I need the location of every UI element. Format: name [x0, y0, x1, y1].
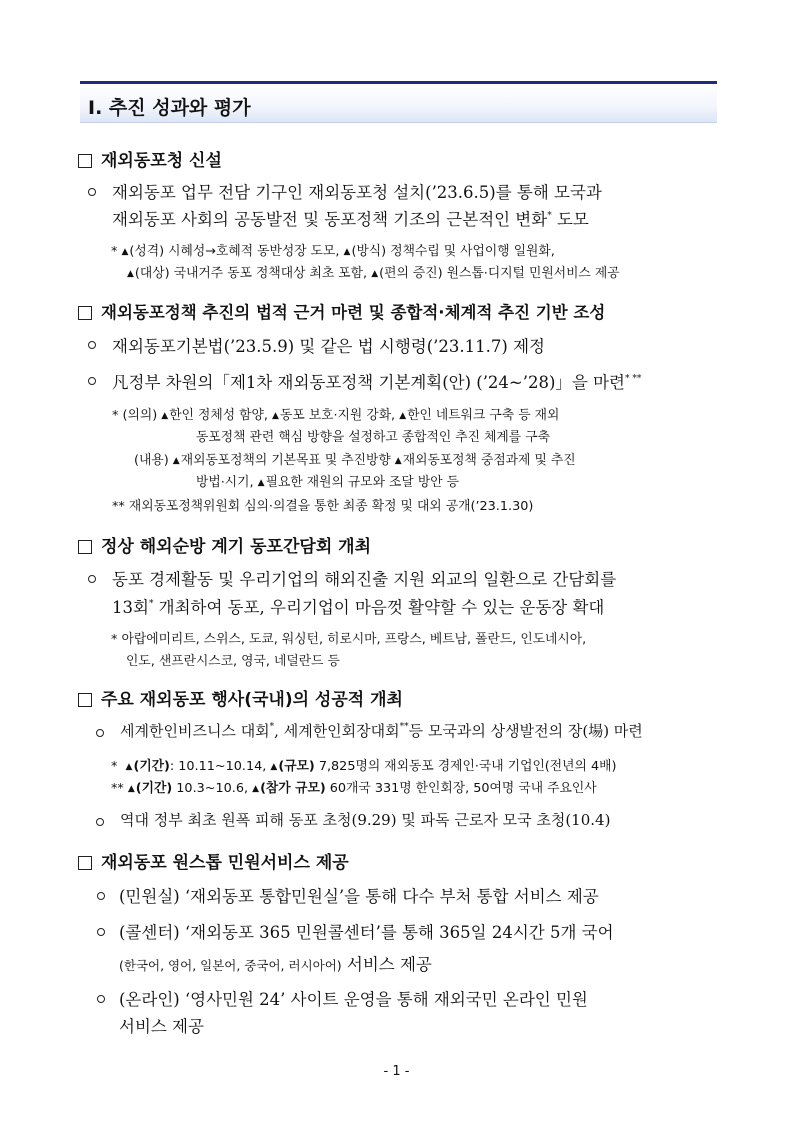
section-heading-2: 재외동포정책 추진의 법적 근거 마련 및 종합적·체계적 추진 기반 조성: [78, 299, 605, 323]
bullet-circle-icon: [97, 892, 105, 900]
chapter-header: [80, 81, 717, 123]
triangle-bullet-icon: ▲: [252, 784, 260, 794]
s2-note-1-line-1: * (의의) ▲한인 정체성 함양, ▲동포 보호·지원 강화, ▲한인 네트워크 구축 등 재외: [112, 408, 560, 423]
s1-note-line-2: ▲(대상) 국내거주 동포 정책대상 최초 포함, ▲(편의 증진) 원스톱·디지털 민원서비스 제공: [127, 266, 620, 281]
section-heading-1: 재외동포청 신설: [78, 146, 222, 171]
bullet-circle-icon: [96, 729, 104, 737]
checkbox-square-icon: [78, 306, 92, 320]
triangle-bullet-icon: ▲: [161, 411, 169, 421]
checkbox-square-icon: [78, 540, 92, 554]
section-heading-3: 정상 해외순방 계기 동포간담회 개최: [78, 532, 371, 557]
s2-note-3: ** 재외동포정책위원회 심의·의결을 통한 최종 확정 및 대외 공개(’23.1.30): [112, 499, 534, 514]
s3-bullet-line-2: 13회* 개최하여 동포, 우리기업이 마음껏 활약할 수 있는 운동장 확대: [112, 598, 605, 617]
chapter-title: I. 추진 성과와 평가: [88, 97, 251, 119]
s2-note-2-line-1: (내용) ▲재외동포정책의 기본목표 및 추진방향 ▲재외동포정책 중점과제 및 추진: [134, 453, 576, 468]
s1-bullet-line-2: 재외동포 사회의 공동발전 및 동포정책 기조의 근본적인 변화* 도모: [112, 210, 589, 229]
triangle-bullet-icon: ▲: [371, 269, 379, 279]
triangle-bullet-icon: ▲: [257, 478, 265, 488]
bullet-circle-icon: [88, 377, 96, 385]
s3-note-line-1: * 아랍에미리트, 스위스, 도쿄, 워싱턴, 히로시마, 프랑스, 베트남, 폴란드, 인도네시아,: [111, 632, 587, 647]
s5-bullet-2-line-1: (콜센터) ‘재외동포 365 민원콜센터’를 통해 365일 24시간 5개 국어: [119, 923, 614, 942]
page-number: - 1 -: [383, 1064, 410, 1079]
s2-bullet-2: 凡정부 차원의「제1차 재외동포정책 기본계획(안) (’24~’28)」을 마련* **: [112, 373, 642, 392]
triangle-bullet-icon: ▲: [127, 784, 135, 794]
s2-bullet-1: 재외동포기본법(’23.5.9) 및 같은 법 시행령(’23.11.7) 제정: [112, 337, 545, 356]
triangle-bullet-icon: ▲: [127, 269, 134, 279]
checkbox-square-icon: [78, 154, 92, 168]
bullet-circle-icon: [97, 995, 105, 1003]
s1-bullet-line-1: 재외동포 업무 전담 기구인 재외동포청 설치(’23.6.5)를 통해 모국과: [112, 183, 602, 202]
bullet-circle-icon: [97, 928, 105, 936]
s4-note-1: * ▲(기간): 10.11~10.14, ▲(규모) 7,825명의 재외동포 경제인·국내 기업인(전년의 4배): [111, 759, 617, 774]
triangle-bullet-icon: ▲: [343, 247, 351, 257]
triangle-bullet-icon: ▲: [125, 762, 133, 772]
s4-bullet-1: 세계한인비즈니스 대회*, 세계한인회장대회**등 모국과의 상생발전의 장(場) 마련: [120, 722, 643, 740]
s4-bullet-2: 역대 정부 최초 원폭 피해 동포 초청(9.29) 및 파독 근로자 모국 초청(10.4): [120, 811, 611, 829]
triangle-bullet-icon: ▲: [172, 456, 180, 466]
section-heading-5: 재외동포 원스톱 민원서비스 제공: [78, 848, 349, 873]
s5-bullet-2-line-2: (한국어, 영어, 일본어, 중국어, 러시아어) 서비스 제공: [119, 955, 432, 974]
checkbox-square-icon: [78, 856, 92, 870]
bullet-circle-icon: [88, 341, 96, 349]
triangle-bullet-icon: ▲: [394, 456, 402, 466]
checkbox-square-icon: [78, 693, 92, 707]
bullet-circle-icon: [88, 575, 96, 583]
s3-note-line-2: 인도, 샌프란시스코, 영국, 네덜란드 등: [126, 654, 340, 669]
section-heading-4: 주요 재외동포 행사(국내)의 성공적 개최: [78, 685, 403, 710]
s2-note-1-line-2: 동포정책 관련 핵심 방향을 설정하고 종합적인 추진 체계를 구축: [196, 430, 550, 445]
s5-bullet-3-line-2: 서비스 제공: [119, 1017, 204, 1036]
bullet-circle-icon: [96, 818, 104, 826]
s4-note-2: ** ▲(기간) 10.3~10.6, ▲(참가 규모) 60개국 331명 한인회장, 50여명 국내 주요인사: [111, 781, 597, 796]
triangle-bullet-icon: ▲: [121, 247, 129, 257]
triangle-bullet-icon: ▲: [270, 762, 278, 772]
s3-bullet-line-1: 동포 경제활동 및 우리기업의 해외진출 지원 외교의 일환으로 간담회를: [112, 570, 617, 589]
s5-bullet-3-line-1: (온라인) ‘영사민원 24’ 사이트 운영을 통해 재외국민 온라인 민원: [119, 990, 588, 1009]
s2-note-2-line-2: 방법·시기, ▲필요한 재원의 규모와 조달 방안 등: [196, 475, 459, 490]
triangle-bullet-icon: ▲: [272, 411, 279, 421]
bullet-circle-icon: [88, 188, 96, 196]
s1-note-line-1: * ▲(성격) 시혜성→호혜적 동반성장 도모, ▲(방식) 정책수립 및 사업이행 일원화,: [111, 244, 555, 259]
s5-bullet-1: (민원실) ‘재외동포 통합민원실’을 통해 다수 부처 통합 서비스 제공: [119, 887, 599, 906]
triangle-bullet-icon: ▲: [399, 411, 407, 421]
